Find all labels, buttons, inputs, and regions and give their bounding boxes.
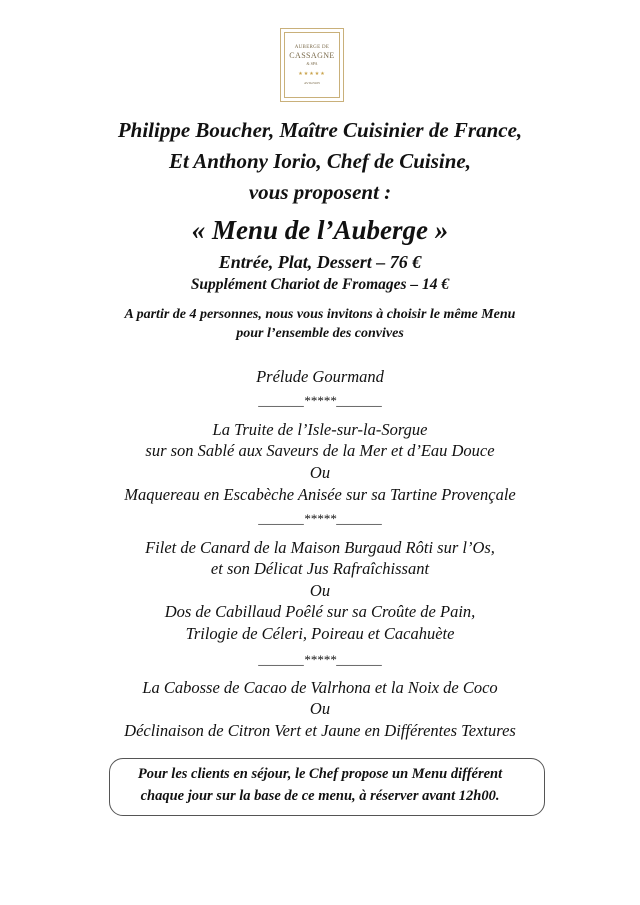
main1-line2: et son Délicat Jus Rafraîchissant	[210, 559, 430, 578]
hotel-logo	[280, 28, 344, 102]
header-line3: vous proposent :	[248, 180, 392, 204]
header-line1: Philippe Boucher, Maître Cuisinier de France,	[117, 118, 523, 142]
or-3: Ou	[309, 699, 331, 718]
menu-title: « Menu de l’Auberge »	[191, 215, 449, 245]
group-note-line1: A partir de 4 personnes, nous vous invitons à choisir le même Menu	[124, 307, 516, 322]
main1-line1: Filet de Canard de la Maison Burgaud Rôti sur l’Os,	[145, 538, 495, 557]
logo-line3: & SPA	[306, 61, 318, 66]
logo-line2: CASSAGNE	[289, 51, 335, 60]
header-line2: Et Anthony Iorio, Chef de Cuisine,	[168, 149, 472, 173]
guest-note-line2: chaque jour sur la base de ce menu, à réserver avant 12h00.	[140, 788, 500, 804]
dessert1: La Cabosse de Cacao de Valrhona et la Noix de Coco	[142, 678, 498, 697]
logo-stars: ★★★★★	[298, 72, 326, 77]
or-1: Ou	[309, 463, 331, 482]
logo-line4: AVIGNON	[304, 81, 320, 85]
separator-3: _______*****_______	[258, 652, 382, 667]
group-note-line2: pour l’ensemble des convives	[236, 326, 404, 341]
logo-line1: AUBERGE DE	[294, 45, 330, 50]
separator-2: _______*****_______	[258, 511, 382, 526]
prelude: Prélude Gourmand	[256, 367, 384, 386]
main2-line2: Trilogie de Céleri, Poireau et Cacahuète	[185, 624, 455, 643]
menu-supplement: Supplément Chariot de Fromages – 14 €	[190, 276, 450, 293]
starter1-line1: La Truite de l’Isle-sur-la-Sorgue	[212, 420, 428, 439]
or-2: Ou	[309, 581, 331, 600]
dessert2: Déclinaison de Citron Vert et Jaune en Différentes Textures	[124, 721, 516, 740]
main2-line1: Dos de Cabillaud Poêlé sur sa Croûte de Pain,	[164, 602, 476, 621]
separator-1: _______*****_______	[258, 393, 382, 408]
starter1-line2: sur son Sablé aux Saveurs de la Mer et d’Eau Douce	[145, 441, 495, 460]
guest-note-line1: Pour les clients en séjour, le Chef propose un Menu différent	[137, 766, 503, 782]
starter2: Maquereau en Escabèche Anisée sur sa Tartine Provençale	[124, 485, 516, 504]
menu-price: Entrée, Plat, Dessert – 76 €	[218, 252, 422, 272]
